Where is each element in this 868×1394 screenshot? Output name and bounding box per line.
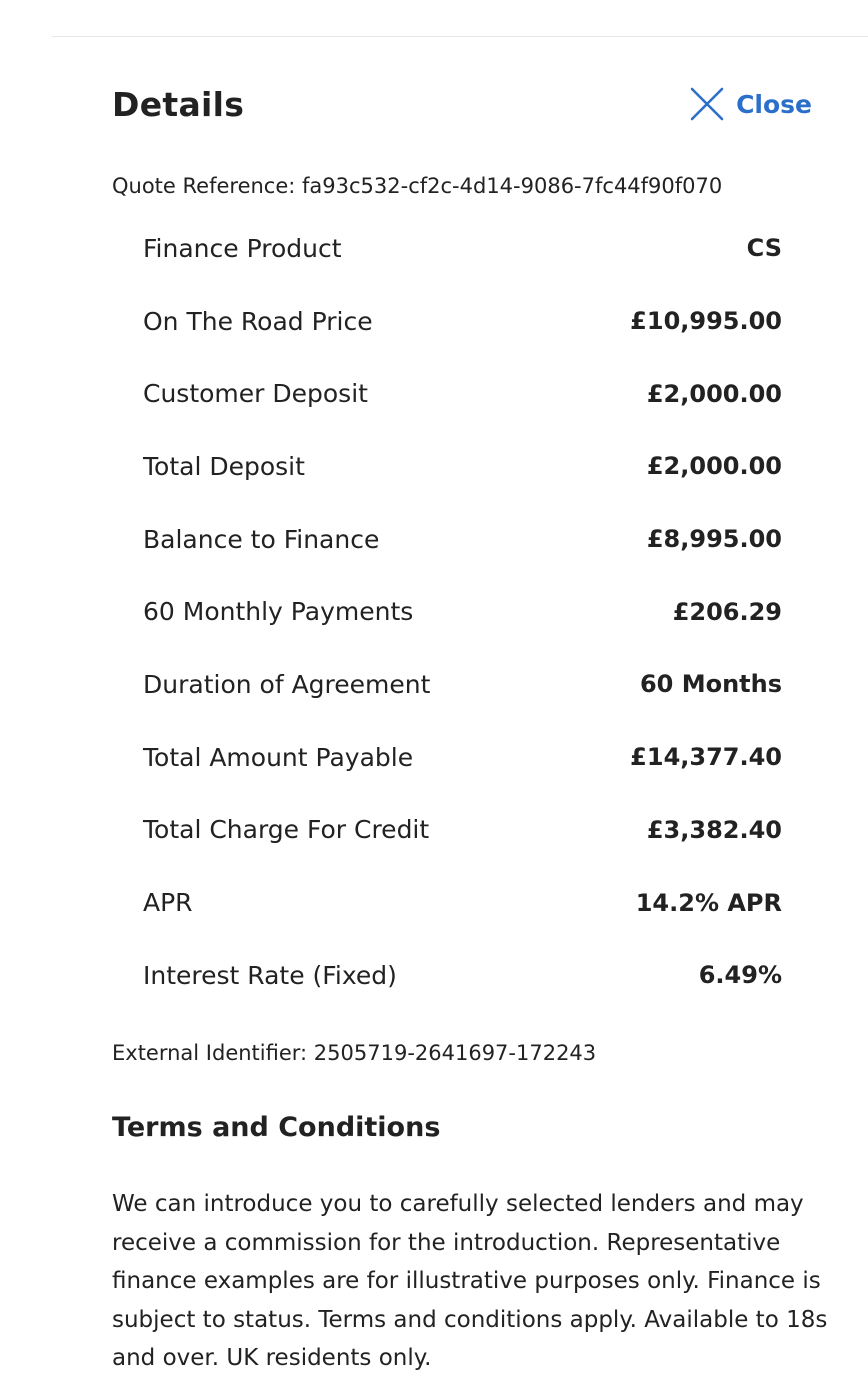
- quote-reference: Quote Reference: fa93c532-cf2c-4d14-9086-7fc44f90f070: [112, 174, 723, 198]
- row-label: 60 Monthly Payments: [143, 597, 414, 627]
- detail-row-apr: [143, 866, 782, 939]
- detail-row-on-the-road-price: [143, 285, 782, 358]
- row-value: £206.29: [672, 597, 782, 626]
- detail-row-customer-deposit: [143, 357, 782, 430]
- row-value: £14,377.40: [630, 743, 782, 772]
- row-value: 14.2% APR: [635, 888, 782, 917]
- row-label: Finance Product: [143, 233, 342, 263]
- detail-row-interest-rate: [143, 939, 782, 1012]
- terms-heading: Terms and Conditions: [112, 1112, 441, 1143]
- row-label: Customer Deposit: [143, 379, 368, 409]
- detail-row-total-amount-payable: [143, 721, 782, 794]
- detail-row-finance-product: [143, 212, 782, 285]
- row-label: Total Deposit: [143, 451, 305, 481]
- row-label: APR: [143, 888, 193, 918]
- row-value: CS: [746, 234, 782, 263]
- row-value: £2,000.00: [646, 452, 782, 481]
- row-label: On The Road Price: [143, 306, 373, 336]
- row-value: £8,995.00: [646, 525, 782, 554]
- terms-body: We can introduce you to carefully selected lenders and may receive a commission for the introduction. Representative finance examples are for illustrative purposes only. Finance is subject to status. Terms and conditions apply. Available to 18s and over. UK residents only.: [112, 1191, 828, 1371]
- detail-row-balance-to-finance: [143, 503, 782, 576]
- external-identifier: External Identifier: 2505719-2641697-172243: [112, 1041, 597, 1065]
- row-label: Interest Rate (Fixed): [143, 960, 397, 990]
- row-label: Duration of Agreement: [143, 669, 431, 699]
- row-value: £2,000.00: [646, 379, 782, 408]
- row-value: 6.49%: [698, 961, 782, 990]
- close-button[interactable]: [690, 84, 812, 124]
- detail-row-total-charge-for-credit: [143, 794, 782, 867]
- top-divider: [52, 36, 868, 37]
- page-title: Details: [112, 85, 245, 124]
- detail-row-total-deposit: [143, 430, 782, 503]
- close-x-icon: [690, 87, 724, 121]
- panel-header: [112, 82, 812, 128]
- row-value: 60 Months: [639, 670, 782, 699]
- detail-row-monthly-payments: [143, 575, 782, 648]
- row-value: £3,382.40: [646, 815, 782, 844]
- close-label: Close: [736, 89, 812, 119]
- detail-row-duration: [143, 648, 782, 721]
- finance-details-list: [143, 212, 782, 1012]
- row-label: Balance to Finance: [143, 524, 380, 554]
- row-label: Total Amount Payable: [143, 742, 414, 772]
- row-value: £10,995.00: [630, 307, 782, 336]
- row-label: Total Charge For Credit: [143, 815, 430, 845]
